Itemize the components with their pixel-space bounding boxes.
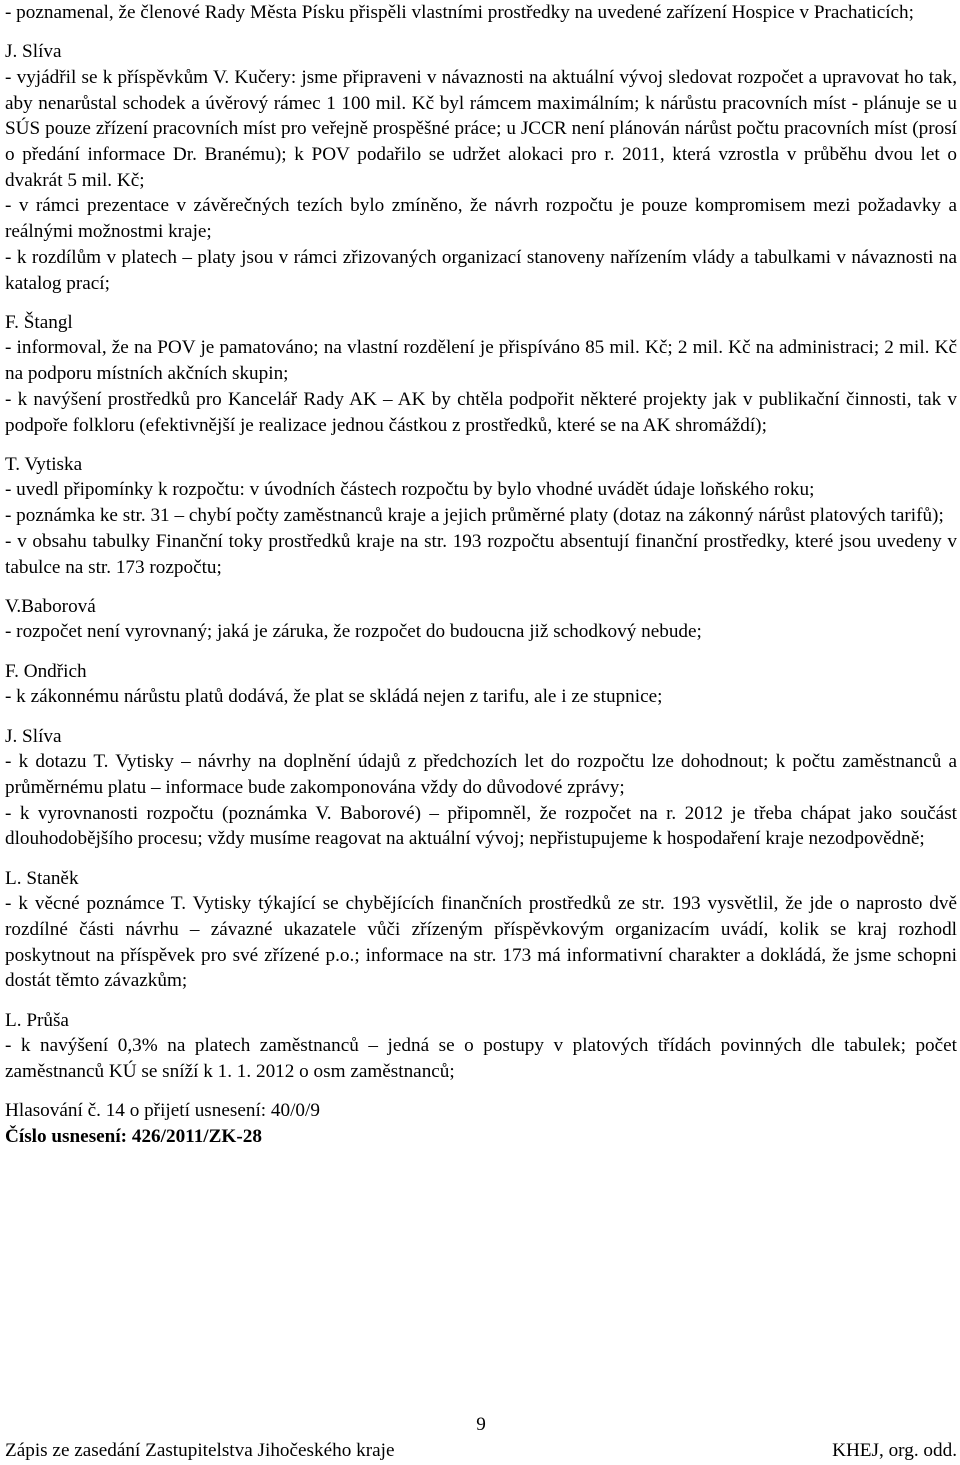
paragraph: - poznamenal, že členové Rady Města Písku přispěli vlastními prostředky na uvedené zařízení Hospice v Prachaticích; xyxy=(5,2,914,23)
paragraph: - k dotazu T. Vytisky – návrhy na doplnění údajů z předchozích let do rozpočtu lze dohodnout; k počtu zaměstnanců a průměrnému platu – informace bude zakomponována vždy do důvodové zprávy; xyxy=(5,751,957,798)
speaker-name: F. Ondřich xyxy=(5,660,87,682)
speaker-name: J. Slíva xyxy=(5,41,62,63)
paragraph: - poznámka ke str. 31 – chybí počty zaměstnanců kraje a jejich průměrné platy (dotaz na zákonný nárůst platových tarifů); xyxy=(5,505,944,527)
document-page xyxy=(5,0,957,1150)
speaker-name: L. Staněk xyxy=(5,867,79,889)
page-number: 9 xyxy=(476,1414,486,1435)
speaker-block xyxy=(5,1008,957,1085)
resolution-number: Číslo usnesení: 426/2011/ZK-28 xyxy=(5,1125,262,1147)
paragraph: - k věcné poznámce T. Vytisky týkající se chybějících finančních prostředků ze str. 193 vysvětlil, že jde o naprosto dvě rozdílné části návrhu – závazné ukazatele vůči zřízeným příspěvkovým organizacím uvádí, kolik se kraj rozhodl poskytnout na příspěvek pro své zřízené p.o.; informace na str. 173 má informativní charakter a dokládá, že jsme schopni dostát těmto závazkům; xyxy=(5,893,957,992)
speaker-name: T. Vytiska xyxy=(5,453,83,475)
paragraph: - k zákonnému nárůstu platů dodává, že plat se skládá nejen z tarifu, ale i ze stupnice; xyxy=(5,686,663,708)
paragraph: - k navýšení 0,3% na platech zaměstnanců – jedná se o postupy v platových třídách povinných dle tabulek; počet zaměstnanců KÚ se sníží k 1. 1. 2012 o osm zaměstnanců; xyxy=(5,1035,957,1083)
footer-right-text: KHEJ, org. odd. xyxy=(832,1439,957,1461)
page-footer xyxy=(5,1412,957,1463)
speaker-block xyxy=(5,39,957,296)
speaker-block xyxy=(5,866,957,995)
paragraph: - v obsahu tabulky Finanční toky prostředků kraje na str. 193 rozpočtu absentují finanční prostředky, které jsou uvedeny v tabulce na str. 173 rozpočtu; xyxy=(5,530,957,578)
speaker-name: L. Průša xyxy=(5,1009,69,1031)
footer-row xyxy=(5,1438,957,1464)
paragraph: - vyjádřil se k příspěvkům V. Kučery: jsme připraveni v návaznosti na aktuální vývoj sledovat rozpočet a upravovat ho tak, aby nenarůstal schodek a úvěrový rámec 1 100 mil. Kč byl rámcem maximálním; k nárůstu pracovních míst - plánuje se u SÚS pouze zřízení pracovních míst pro veřejně prospěšné práce; u JCCR není plánován nárůst počtu pracovních míst (prosí o předání informace Dr. Branému); k POV podařilo se udržet alokaci pro r. 2011, která vzrostla v průběhu dvou let o dvakrát 5 mil. Kč; xyxy=(5,66,957,191)
speaker-name: J. Slíva xyxy=(5,725,62,747)
paragraph: - informoval, že na POV je pamatováno; na vlastní rozdělení je přispíváno 85 mil. Kč; 2 mil. Kč na administraci; 2 mil. Kč na podporu místních akčních skupin; xyxy=(5,337,957,385)
vote-result: Hlasování č. 14 o přijetí usnesení: 40/0/9 xyxy=(5,1100,320,1122)
speaker-block xyxy=(5,310,957,439)
paragraph: - rozpočet není vyrovnaný; jaká je záruka, že rozpočet do budoucna již schodkový nebude; xyxy=(5,621,702,643)
speaker-block xyxy=(5,659,957,710)
paragraph: - uvedl připomínky k rozpočtu: v úvodních částech rozpočtu by bylo vhodné uvádět údaje loňského roku; xyxy=(5,479,815,501)
speaker-block xyxy=(5,594,957,645)
paragraph: - v rámci prezentace v závěrečných tezích bylo zmíněno, že návrh rozpočtu je pouze kompromisem mezi požadavky a reálnými možnostmi kraje; xyxy=(5,195,957,243)
speaker-name: V.Baborová xyxy=(5,595,96,617)
speaker-block xyxy=(5,452,957,581)
footer-left-text: Zápis ze zasedání Zastupitelstva Jihočeského kraje xyxy=(5,1439,395,1461)
paragraph: - k vyrovnanosti rozpočtu (poznámka V. Baborové) – připomněl, že rozpočet na r. 2012 je třeba chápat jako součást dlouhodobějšího procesu; vždy musíme reagovat na aktuální vývoj; nepřistupujeme k hospodaření kraje nezodpovědně; xyxy=(5,802,957,850)
speaker-name: F. Štangl xyxy=(5,311,73,333)
speaker-block xyxy=(5,724,957,853)
paragraph: - k navýšení prostředků pro Kancelář Rady AK – AK by chtěla podpořit některé projekty jak v publikační činnosti, tak v podpoře folkloru (efektivnější je realizace jednou částkou z prostředků, které se na AK shromáždí); xyxy=(5,388,957,436)
paragraph: - k rozdílům v platech – platy jsou v rámci zřizovaných organizací stanoveny nařízením vlády a tabulkami v návaznosti na katalog prací; xyxy=(5,246,957,294)
